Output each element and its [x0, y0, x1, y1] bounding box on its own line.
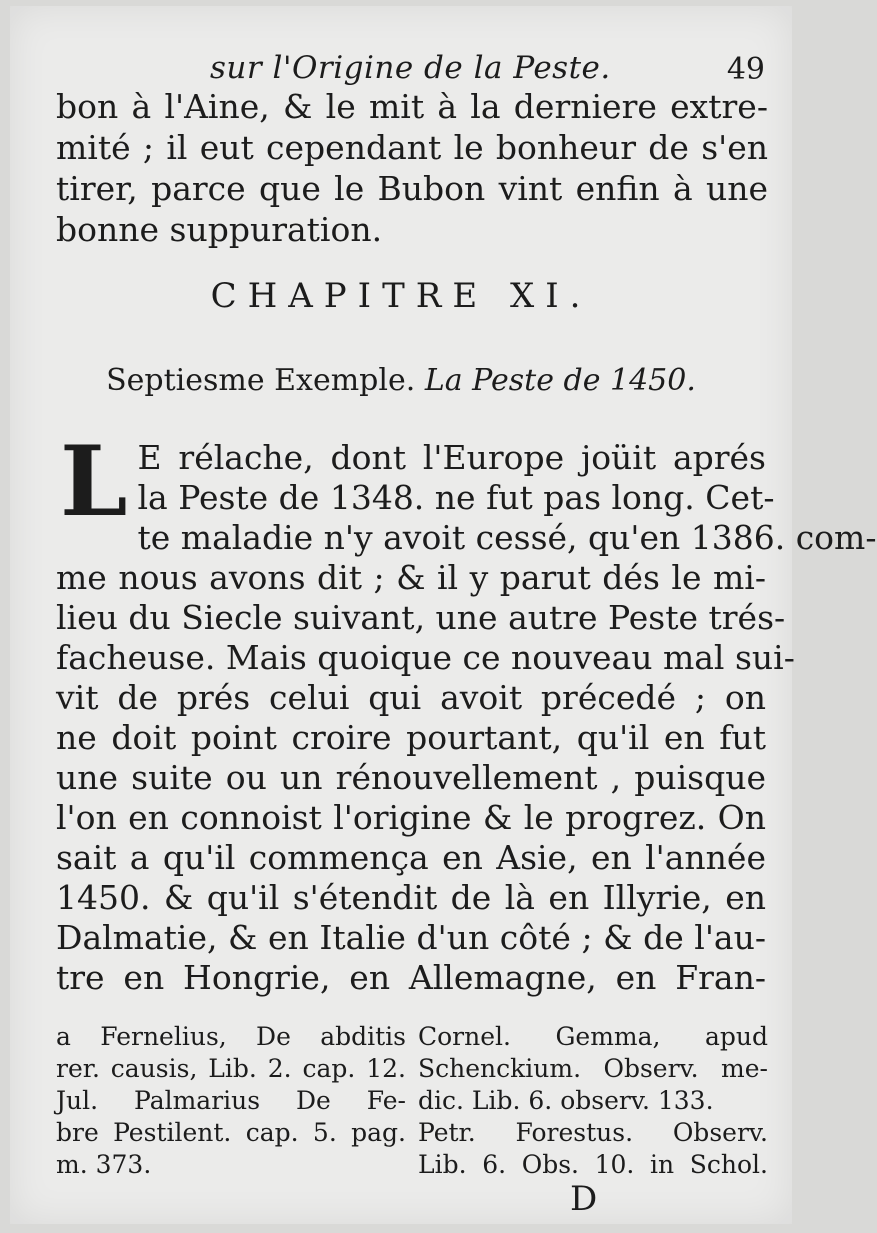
running-title: sur l'Origine de la Peste. — [210, 50, 611, 86]
text-line: Dalmatie, & en Italie d'un côté ; & de l'au- — [56, 918, 766, 957]
text-line: tre en Hongrie, en Allemagne, en Fran- — [56, 958, 766, 997]
chapter-title: CHAPITRE XI. — [210, 276, 592, 316]
running-header — [50, 50, 765, 90]
footnote-line: m. 373. — [56, 1150, 152, 1179]
footnote-line: rer. causis, Lib. 2. cap. 12. — [56, 1054, 406, 1083]
footnotes-right-column — [418, 1021, 768, 1181]
text-line: te maladie n'y avoit cessé, qu'en 1386. com- — [137, 518, 877, 557]
footnote-line: bre Pestilent. cap. 5. pag. — [56, 1118, 406, 1147]
text-line: bonne suppuration. — [56, 210, 383, 249]
drop-cap: L — [60, 425, 128, 538]
text-line: facheuse. Mais quoique ce nouveau mal sui- — [56, 638, 795, 677]
subtitle-roman: Septiesme Exemple. — [106, 363, 416, 398]
footnote-line: dic. Lib. 6. observ. 133. — [418, 1086, 714, 1115]
text-line: ne doit point croire pourtant, qu'il en fut — [56, 718, 766, 757]
chapter-body — [56, 425, 877, 998]
text-line: lieu du Siecle suivant, une autre Peste trés- — [56, 598, 786, 637]
footnotes-left-column — [56, 1021, 406, 1181]
text-line: tirer, parce que le Bubon vint enfin à une — [56, 169, 768, 208]
text-line: sait a qu'il commença en Asie, en l'année — [56, 838, 766, 877]
footnote-line: Jul. Palmarius De Fe- — [56, 1086, 406, 1115]
signature-mark: D — [570, 1179, 598, 1219]
footnote-line: Cornel. Gemma, apud — [418, 1022, 768, 1051]
page-number: 49 — [726, 52, 765, 87]
text-line: bon à l'Aine, & le mit à la derniere extre- — [56, 87, 768, 126]
text-line: mité ; il eut cependant le bonheur de s'en — [56, 128, 768, 167]
footnote-line: a Fernelius, De abditis — [56, 1022, 406, 1051]
footnote-line: Schenckium. Observ. me- — [418, 1054, 768, 1083]
text-line: la Peste de 1348. ne fut pas long. Cet- — [137, 478, 775, 517]
previous-paragraph — [56, 86, 768, 250]
text-line: me nous avons dit ; & il y parut dés le mi- — [56, 558, 766, 597]
text-line: 1450. & qu'il s'étendit de là en Illyrie, en — [56, 878, 766, 917]
text-line: E rélache, dont l'Europe joüit aprés — [137, 438, 766, 477]
footnote-line: Petr. Forestus. Observ. — [418, 1118, 768, 1147]
text-line: vit de prés celui qui avoit précedé ; on — [56, 678, 766, 717]
text-line: une suite ou un rénouvellement , puisque — [56, 758, 766, 797]
chapter-subtitle — [10, 363, 792, 398]
footnote-line: Lib. 6. Obs. 10. in Schol. — [418, 1150, 768, 1179]
text-line: l'on en connoist l'origine & le progrez. On — [56, 798, 766, 837]
book-page — [10, 6, 877, 1224]
subtitle-italic: La Peste de 1450. — [424, 363, 696, 398]
